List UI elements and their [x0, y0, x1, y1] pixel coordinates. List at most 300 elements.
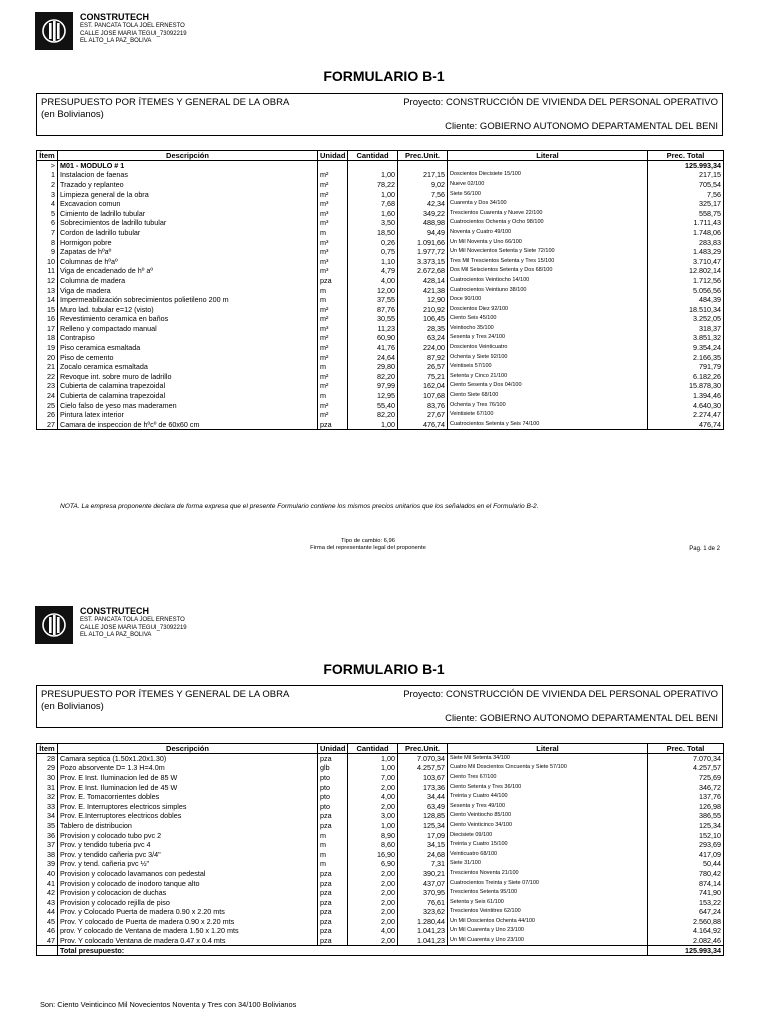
item-number: 42	[37, 888, 58, 898]
table-row	[37, 343, 724, 353]
item-number: 32	[37, 792, 58, 802]
item-total: 7.070,34	[648, 754, 724, 764]
item-description: Pintura latex interior	[58, 410, 318, 420]
item-number: 13	[37, 285, 58, 295]
item-description: Sobrecimientos de ladrillo tubular	[58, 218, 318, 228]
item-total: 725,69	[648, 773, 724, 783]
item-quantity: 7,68	[348, 199, 398, 209]
item-unit-price: 210,92	[398, 304, 448, 314]
item-unit: m²	[318, 343, 348, 353]
item-number: 40	[37, 869, 58, 879]
signature-label: Firma del representante legal del proponente	[310, 545, 426, 551]
item-unit: m³	[318, 266, 348, 276]
company-line: CALLE JOSE MARIA TEGUI_73092219	[80, 30, 187, 37]
item-description: Camara de inspeccion de hºcº de 60x60 cm	[58, 420, 318, 430]
total-value: 125.993,34	[648, 945, 724, 955]
item-total: 217,15	[648, 170, 724, 180]
item-unit: m²	[318, 333, 348, 343]
item-literal: Cuatrocientos Veintiuno 38/100	[448, 285, 648, 295]
item-literal: Veinticuatro 68/100	[448, 849, 648, 859]
item-total: 152,10	[648, 830, 724, 840]
company-line: EST. PANCATA TOLA JOEL ERNESTO	[80, 617, 185, 623]
item-number: 36	[37, 830, 58, 840]
table-row	[37, 228, 724, 238]
item-literal: Trescientos Veintitres 62/100	[448, 907, 648, 917]
item-quantity: 55,40	[348, 400, 398, 410]
col-total: Prec. Total	[648, 744, 724, 754]
items-table	[36, 743, 724, 956]
item-literal: Cuarenta y Dos 34/100	[448, 199, 648, 209]
item-description: Provision y colocado tubo pvc 2	[58, 830, 318, 840]
table-row	[37, 285, 724, 295]
table-row	[37, 917, 724, 927]
item-literal: Ciento Sesenta y Dos 04/100	[448, 381, 648, 391]
item-quantity: 1,00	[348, 170, 398, 180]
item-literal: Tres Mil Trescientos Setenta y Tres 15/100	[448, 256, 648, 266]
item-description: Muro lad. tubular e=12 (visto)	[58, 304, 318, 314]
item-unit-price: 27,67	[398, 410, 448, 420]
table-row	[37, 304, 724, 314]
info-project: Proyecto: CONSTRUCCIÓN DE VIVIENDA DEL PERSONAL OPERATIVO	[403, 689, 718, 700]
item-quantity: 12,00	[348, 285, 398, 295]
item-number: 6	[37, 218, 58, 228]
company-logo	[35, 12, 73, 50]
table-header	[37, 744, 724, 754]
item-literal: Un Mil Cuarenta y Uno 23/100	[448, 926, 648, 936]
item-quantity: 29,80	[348, 362, 398, 372]
item-quantity: 3,00	[348, 811, 398, 821]
item-number: 43	[37, 897, 58, 907]
table-row	[37, 199, 724, 209]
item-unit-price: 24,68	[398, 849, 448, 859]
col-literal: Literal	[448, 151, 648, 161]
item-unit: m²	[318, 410, 348, 420]
item-unit-price: 63,49	[398, 801, 448, 811]
item-total: 3.710,47	[648, 256, 724, 266]
item-quantity: 37,55	[348, 295, 398, 305]
item-number: 46	[37, 926, 58, 936]
item-number: 8	[37, 237, 58, 247]
item-unit-price: 28,35	[398, 324, 448, 334]
item-unit-price: 3.373,15	[398, 256, 448, 266]
item-quantity: 8,60	[348, 840, 398, 850]
item-total: 2.082,46	[648, 936, 724, 946]
item-number: 35	[37, 821, 58, 831]
item-description: Provision y colocacion de duchas	[58, 888, 318, 898]
item-literal: Ciento Tres 67/100	[448, 773, 648, 783]
item-number: 41	[37, 878, 58, 888]
table-row	[37, 276, 724, 286]
item-total: 2.274,47	[648, 410, 724, 420]
table-row	[37, 256, 724, 266]
table-row	[37, 888, 724, 898]
item-unit: m²	[318, 314, 348, 324]
item-description: Prov. Y colocado de Puerta de madera 0.90 x 2.20 mts	[58, 917, 318, 927]
item-unit-price: 476,74	[398, 420, 448, 430]
item-literal: Noventa y Cuatro 49/100	[448, 228, 648, 238]
item-literal: Cuatrocientos Veintiocho 14/100	[448, 276, 648, 286]
item-description: Columna de madera	[58, 276, 318, 286]
form-title: FORMULARIO B-1	[323, 661, 445, 677]
item-literal: Cuatrocientos Setenta y Seis 74/100	[448, 420, 648, 430]
item-number: 38	[37, 849, 58, 859]
table-row	[37, 180, 724, 190]
item-quantity: 6,90	[348, 859, 398, 869]
col-desc: Descripción	[58, 744, 318, 754]
item-number: 18	[37, 333, 58, 343]
item-unit-price: 107,68	[398, 391, 448, 401]
item-unit: pto	[318, 801, 348, 811]
item-number: 29	[37, 763, 58, 773]
table-row	[37, 869, 724, 879]
col-price: Prec.Unit.	[398, 151, 448, 161]
item-number: 45	[37, 917, 58, 927]
item-unit: pza	[318, 926, 348, 936]
table-row	[37, 926, 724, 936]
item-quantity: 2,00	[348, 878, 398, 888]
item-unit-price: 390,21	[398, 869, 448, 879]
item-total: 325,17	[648, 199, 724, 209]
item-unit-price: 173,36	[398, 782, 448, 792]
item-description: Cimiento de ladrillo tubular	[58, 208, 318, 218]
item-unit: pto	[318, 782, 348, 792]
item-unit-price: 421,38	[398, 285, 448, 295]
item-literal: Doscientos Veinticuatro	[448, 343, 648, 353]
item-description: Trazado y replanteo	[58, 180, 318, 190]
info-currency: (en Bolivianos)	[41, 109, 104, 120]
item-unit-price: 437,07	[398, 878, 448, 888]
item-number: 2	[37, 180, 58, 190]
item-literal: Diecisiete 09/100	[448, 830, 648, 840]
table-row	[37, 936, 724, 946]
item-unit: m	[318, 362, 348, 372]
item-quantity: 1,00	[348, 763, 398, 773]
item-unit-price: 7,56	[398, 189, 448, 199]
item-quantity: 2,00	[348, 888, 398, 898]
table-row	[37, 266, 724, 276]
table-row	[37, 314, 724, 324]
item-number: 12	[37, 276, 58, 286]
item-unit-price: 87,92	[398, 352, 448, 362]
item-unit: m²	[318, 189, 348, 199]
table-header	[37, 151, 724, 161]
item-description: Prov. Y colocado Ventana de madera 0.47 x 0.4 mts	[58, 936, 318, 946]
item-unit: pto	[318, 792, 348, 802]
item-unit-price: 63,24	[398, 333, 448, 343]
item-literal: Siete 31/100	[448, 859, 648, 869]
item-total: 15.878,30	[648, 381, 724, 391]
item-unit-price: 4.257,57	[398, 763, 448, 773]
item-total: 7,56	[648, 189, 724, 199]
company-name: CONSTRUTECH	[80, 606, 149, 616]
table-row	[37, 372, 724, 382]
item-literal: Un Mil Cuarenta y Uno 23/100	[448, 936, 648, 946]
item-total: 1.748,06	[648, 228, 724, 238]
table-row	[37, 247, 724, 257]
item-quantity: 18,50	[348, 228, 398, 238]
item-unit: m³	[318, 247, 348, 257]
item-total: 791,79	[648, 362, 724, 372]
item-number: 7	[37, 228, 58, 238]
item-description: Contrapiso	[58, 333, 318, 343]
page-2	[0, 590, 768, 1024]
item-literal: Un Mil Novecientos Setenta y Siete 72/100	[448, 247, 648, 257]
table-row	[37, 324, 724, 334]
company-info	[80, 12, 187, 46]
item-quantity: 1,00	[348, 821, 398, 831]
item-total: 705,54	[648, 180, 724, 190]
item-number: 20	[37, 352, 58, 362]
item-unit: glb	[318, 763, 348, 773]
item-number: 37	[37, 840, 58, 850]
item-literal: Ciento Siete 68/100	[448, 391, 648, 401]
item-unit-price: 488,98	[398, 218, 448, 228]
item-literal: Dos Mil Seiscientos Setenta y Dos 68/100	[448, 266, 648, 276]
item-total: 2.166,35	[648, 352, 724, 362]
table-row	[37, 189, 724, 199]
module-total: 125.993,34	[648, 161, 724, 171]
item-number: 39	[37, 859, 58, 869]
item-quantity: 1,60	[348, 208, 398, 218]
item-total: 126,98	[648, 801, 724, 811]
item-unit: pza	[318, 420, 348, 430]
item-literal: Treinta y Cuatro 15/100	[448, 840, 648, 850]
item-literal: Veintisiete 67/100	[448, 410, 648, 420]
item-unit: pza	[318, 878, 348, 888]
form-title: FORMULARIO B-1	[323, 68, 445, 84]
table-row	[37, 410, 724, 420]
item-unit: m³	[318, 208, 348, 218]
item-number: 24	[37, 391, 58, 401]
table-row	[37, 237, 724, 247]
item-total: 318,37	[648, 324, 724, 334]
item-unit: m	[318, 849, 348, 859]
item-number: 4	[37, 199, 58, 209]
item-unit-price: 125,34	[398, 821, 448, 831]
item-total: 50,44	[648, 859, 724, 869]
item-literal: Ciento Veinticinco 34/100	[448, 821, 648, 831]
item-unit-price: 76,61	[398, 897, 448, 907]
item-total: 3.252,05	[648, 314, 724, 324]
item-unit: pza	[318, 897, 348, 907]
item-description: Viga de madera	[58, 285, 318, 295]
item-description: Instalacion de faenas	[58, 170, 318, 180]
item-quantity: 41,76	[348, 343, 398, 353]
item-literal: Doscientos Diecisiete 15/100	[448, 170, 648, 180]
item-unit: pza	[318, 754, 348, 764]
item-quantity: 1,00	[348, 189, 398, 199]
item-unit-price: 1.091,66	[398, 237, 448, 247]
item-unit: m	[318, 295, 348, 305]
item-unit-price: 128,85	[398, 811, 448, 821]
table-row	[37, 830, 724, 840]
item-quantity: 4,79	[348, 266, 398, 276]
item-description: Provision y colocado lavamanos con pedestal	[58, 869, 318, 879]
item-unit-price: 217,15	[398, 170, 448, 180]
item-number: 30	[37, 773, 58, 783]
item-description: Prov. y tendido cañeria pvc 3/4"	[58, 849, 318, 859]
item-unit: pza	[318, 907, 348, 917]
item-unit: m³	[318, 218, 348, 228]
table-row	[37, 897, 724, 907]
item-description: Pozo absorvente D= 1.3 H=4.0m	[58, 763, 318, 773]
item-number: 15	[37, 304, 58, 314]
col-price: Prec.Unit.	[398, 744, 448, 754]
table-row	[37, 391, 724, 401]
item-literal: Cuatrocientos Ochenta y Ocho 98/100	[448, 218, 648, 228]
item-quantity: 11,23	[348, 324, 398, 334]
item-unit: pza	[318, 888, 348, 898]
table-row	[37, 352, 724, 362]
item-literal: Siete Mil Setenta 34/100	[448, 754, 648, 764]
table-row	[37, 907, 724, 917]
item-number: 28	[37, 754, 58, 764]
item-number: 25	[37, 400, 58, 410]
item-literal: Treinta y Cuatro 44/100	[448, 792, 648, 802]
item-total: 2.560,88	[648, 917, 724, 927]
item-unit-price: 370,95	[398, 888, 448, 898]
item-unit-price: 162,04	[398, 381, 448, 391]
item-total: 874,14	[648, 878, 724, 888]
item-quantity: 87,76	[348, 304, 398, 314]
info-client: Cliente: GOBIERNO AUTONOMO DEPARTAMENTAL DEL BENI	[445, 121, 718, 132]
module-arrow: >	[37, 161, 58, 171]
item-description: Revoque int. sobre muro de ladrillo	[58, 372, 318, 382]
item-description: Cubierta de calamina trapezoidal	[58, 391, 318, 401]
item-total: 476,74	[648, 420, 724, 430]
item-total: 6.182,26	[648, 372, 724, 382]
amount-in-words: Son: Ciento Veinticinco Mil Novecientos Noventa y Tres con 34/100 Bolivianos	[40, 1000, 297, 1009]
item-unit-price: 103,67	[398, 773, 448, 783]
table-row	[37, 333, 724, 343]
table-row	[37, 821, 724, 831]
item-description: Tablero de distribucion	[58, 821, 318, 831]
item-description: Zocalo ceramica esmaltada	[58, 362, 318, 372]
company-line: EL ALTO_LA PAZ_BOLIVA	[80, 632, 152, 638]
item-description: Excavacion comun	[58, 199, 318, 209]
item-description: Provision y colocado de inodoro tanque alto	[58, 878, 318, 888]
table-row	[37, 295, 724, 305]
page-number: Pag. 1 de 2	[689, 546, 720, 552]
item-unit: m	[318, 391, 348, 401]
item-description: Piso ceramica esmaltada	[58, 343, 318, 353]
item-description: Prov. E.Interruptores electricos dobles	[58, 811, 318, 821]
table-row	[37, 400, 724, 410]
item-quantity: 1,10	[348, 256, 398, 266]
items-table	[36, 150, 724, 430]
item-unit: pza	[318, 811, 348, 821]
item-total: 1.712,56	[648, 276, 724, 286]
item-literal: Cuatrocientos Treinta y Siete 07/100	[448, 878, 648, 888]
item-unit: pza	[318, 917, 348, 927]
company-line: CALLE JOSE MARIA TEGUI_73092219	[80, 624, 187, 631]
item-literal: Nueve 02/100	[448, 180, 648, 190]
item-number: 23	[37, 381, 58, 391]
item-unit: m²	[318, 170, 348, 180]
item-number: 44	[37, 907, 58, 917]
col-unit: Unidad	[318, 744, 348, 754]
item-literal: Ochenta y Tres 76/100	[448, 400, 648, 410]
item-unit-price: 349,22	[398, 208, 448, 218]
item-literal: Veintiocho 35/100	[448, 324, 648, 334]
item-total: 137,76	[648, 792, 724, 802]
item-unit-price: 7,31	[398, 859, 448, 869]
exchange-rate: Tipo de cambio: 6,96	[341, 538, 395, 544]
item-description: Prov. y tendido tuberia pvc 4	[58, 840, 318, 850]
item-description: prov. Y colocado de Ventana de madera 1.50 x 1.20 mts	[58, 926, 318, 936]
info-project: Proyecto: CONSTRUCCIÓN DE VIVIENDA DEL PERSONAL OPERATIVO	[403, 97, 718, 108]
table-row	[37, 792, 724, 802]
company-logo	[35, 606, 73, 644]
item-number: 31	[37, 782, 58, 792]
info-client: Cliente: GOBIERNO AUTONOMO DEPARTAMENTAL DEL BENI	[445, 713, 718, 724]
item-description: Limpieza general de la obra	[58, 189, 318, 199]
col-qty: Cantidad	[348, 151, 398, 161]
item-description: Cubierta de calamina trapezoidal	[58, 381, 318, 391]
item-description: Prov. E Inst. Iluminacion led de 85 W	[58, 773, 318, 783]
item-unit-price: 83,76	[398, 400, 448, 410]
item-unit: pza	[318, 869, 348, 879]
item-quantity: 78,22	[348, 180, 398, 190]
item-unit: m	[318, 859, 348, 869]
item-description: Relleno y compactado manual	[58, 324, 318, 334]
item-unit: m³	[318, 199, 348, 209]
item-unit: m²	[318, 372, 348, 382]
item-literal: Un Mil Noventa y Uno 66/100	[448, 237, 648, 247]
item-total: 4.640,30	[648, 400, 724, 410]
item-unit-price: 17,09	[398, 830, 448, 840]
item-description: Viga de encadenado de hº aº	[58, 266, 318, 276]
item-number: 14	[37, 295, 58, 305]
item-unit: m²	[318, 180, 348, 190]
item-number: 16	[37, 314, 58, 324]
item-literal: Siete 56/100	[448, 189, 648, 199]
item-quantity: 0,75	[348, 247, 398, 257]
item-unit: pza	[318, 821, 348, 831]
item-number: 1	[37, 170, 58, 180]
item-unit-price: 1.041,23	[398, 936, 448, 946]
item-literal: Setenta y Cinco 21/100	[448, 372, 648, 382]
item-description: Cielo falso de yeso mas maderamen	[58, 400, 318, 410]
item-unit-price: 26,57	[398, 362, 448, 372]
item-description: Provision y colocado rejilla de piso	[58, 897, 318, 907]
item-literal: Un Mil Doscientos Ochenta 44/100	[448, 917, 648, 927]
item-description: Prov. E Inst. Iluminacion led de 45 W	[58, 782, 318, 792]
item-unit-price: 12,90	[398, 295, 448, 305]
table-row	[37, 773, 724, 783]
table-row	[37, 849, 724, 859]
table-row	[37, 208, 724, 218]
item-literal: Cuatro Mil Doscientos Cincuenta y Siete 57/100	[448, 763, 648, 773]
item-total: 741,90	[648, 888, 724, 898]
item-unit-price: 428,14	[398, 276, 448, 286]
item-number: 22	[37, 372, 58, 382]
item-quantity: 2,00	[348, 917, 398, 927]
total-label: Total presupuesto:	[58, 945, 648, 955]
item-quantity: 16,90	[348, 849, 398, 859]
item-literal: Sesenta y Tres 49/100	[448, 801, 648, 811]
item-description: Prov. y Colocado Puerta de madera 0.90 x 2.20 mts	[58, 907, 318, 917]
item-unit: m	[318, 840, 348, 850]
item-unit-price: 9,02	[398, 180, 448, 190]
item-unit: m	[318, 285, 348, 295]
item-quantity: 82,20	[348, 410, 398, 420]
item-unit-price: 106,45	[398, 314, 448, 324]
item-quantity: 2,00	[348, 869, 398, 879]
table-row	[37, 801, 724, 811]
item-literal: Ochenta y Siete 92/100	[448, 352, 648, 362]
col-desc: Descripción	[58, 151, 318, 161]
